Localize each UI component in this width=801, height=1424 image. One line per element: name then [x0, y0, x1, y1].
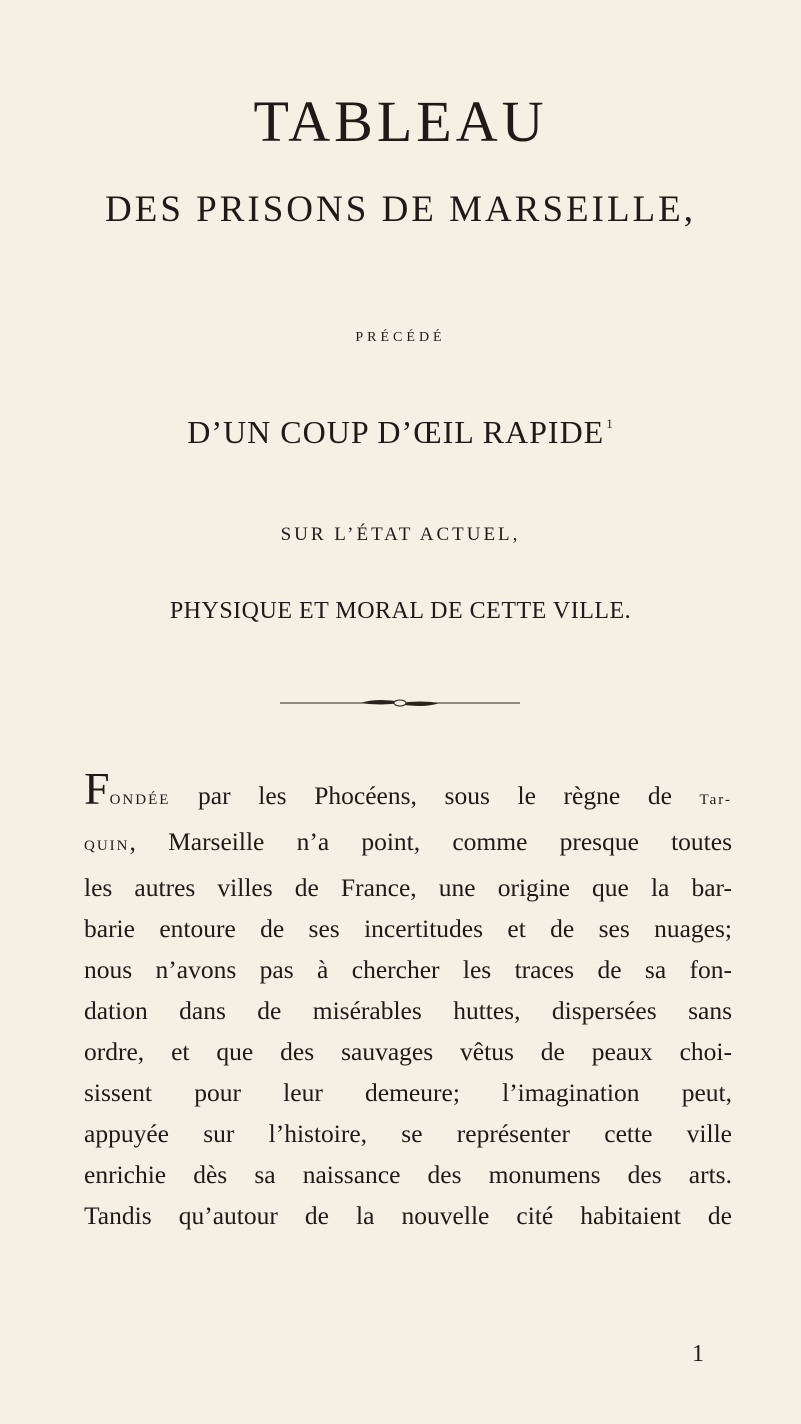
coup-doeil-heading: [0, 414, 801, 451]
body-line-text: par les Phocéens, sous le règne de: [170, 781, 700, 810]
body-line: sissent pour leur demeure; l’imagination peut,: [84, 1078, 732, 1107]
body-line: Tandis qu’autour de la nouvelle cité habitaient de: [84, 1201, 732, 1230]
ornamental-rule-icon: [280, 696, 520, 710]
main-title: TABLEAU: [253, 89, 548, 154]
footnote-marker: 1: [606, 416, 614, 431]
body-line-text: , Marseille n’a point, comme presque toutes: [129, 827, 732, 856]
body-line: enrichie dès sa naissance des monumens des arts.: [84, 1160, 732, 1189]
lead-smallcaps: ONDÉE: [109, 792, 171, 808]
body-paragraph: [84, 763, 732, 1236]
body-line: dation dans de misérables huttes, dispersées sans: [84, 996, 732, 1025]
body-line: [84, 821, 732, 867]
precede-label: PRÉCÉDÉ: [355, 330, 446, 345]
tarquin-start: Tar-: [699, 792, 732, 808]
body-line: les autres villes de France, une origine que la bar-: [84, 873, 732, 902]
coup-doeil-text: D’UN COUP D’ŒIL RAPIDE: [187, 414, 605, 450]
tarquin-end: QUIN: [84, 838, 130, 854]
body-line: appuyée sur l’histoire, se représenter cette ville: [84, 1119, 732, 1148]
body-line: [84, 763, 732, 821]
page-number: 1: [692, 1341, 704, 1367]
body-line: nous n’avons pas à chercher les traces de sa fon-: [84, 955, 732, 984]
physique-moral-heading: PHYSIQUE ET MORAL DE CETTE VILLE.: [169, 598, 632, 624]
body-line: ordre, et que des sauvages vêtus de peaux choi-: [84, 1037, 732, 1066]
drop-cap: F: [84, 763, 110, 814]
subtitle: DES PRISONS DE MARSEILLE,: [105, 189, 696, 230]
etat-actuel-heading: SUR L’ÉTAT ACTUEL,: [280, 524, 521, 545]
body-line: barie entoure de ses incertitudes et de ses nuages;: [84, 914, 732, 943]
